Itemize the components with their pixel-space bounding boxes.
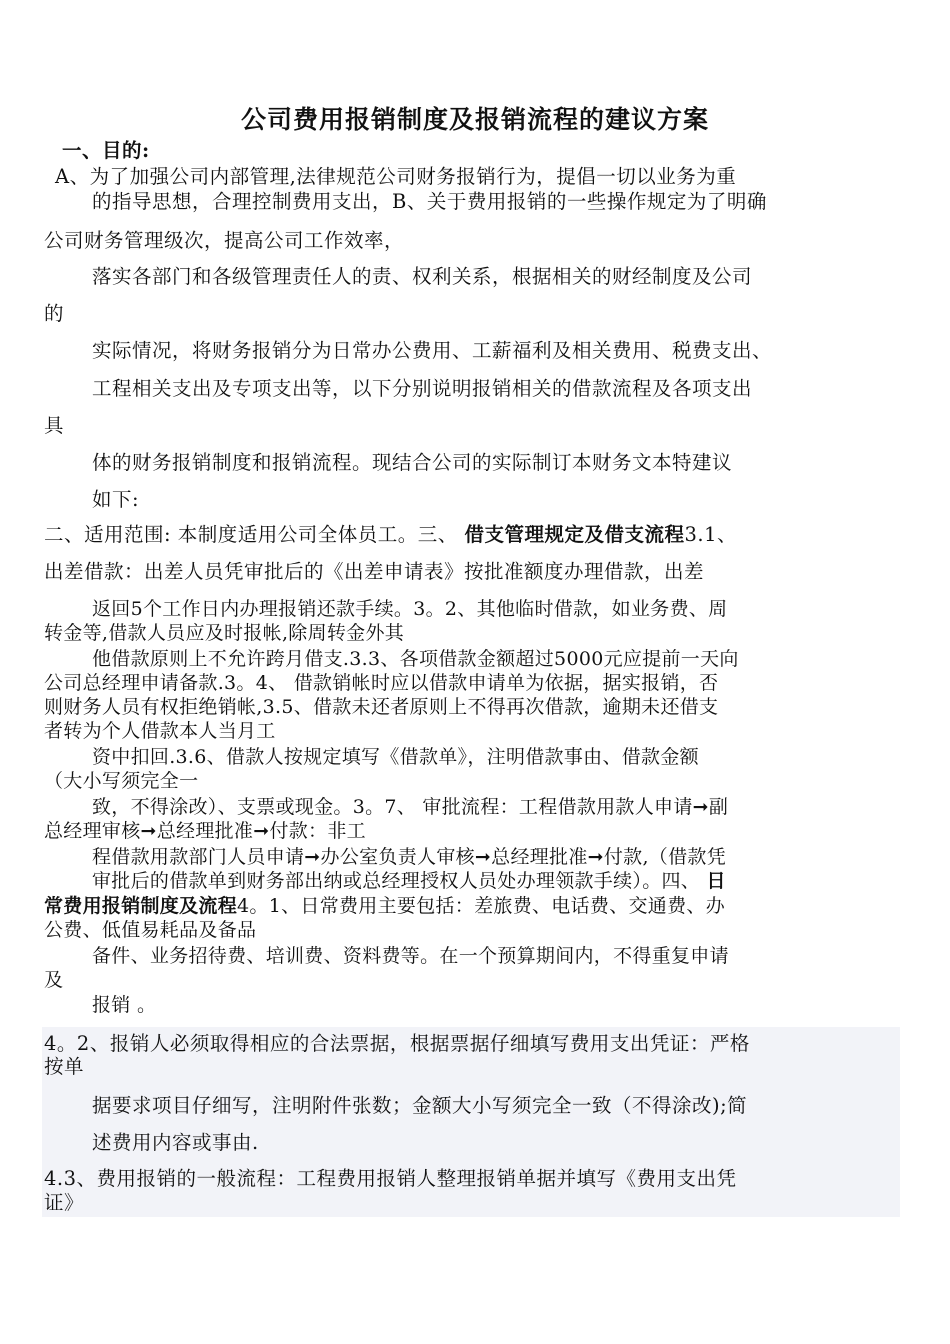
text-line: 据要求项目仔细写，注明附件张数；金额大小写须完全一致（不得涂改);简	[92, 1094, 748, 1117]
text-line: 落实各部门和各级管理责任人的责、权利关系，根据相关的财经制度及公司	[92, 265, 753, 288]
text-line: 他借款原则上不允许跨月借支.3.3、各项借款金额超过5000元应提前一天向	[92, 648, 739, 670]
text-line: 资中扣回.3.6、借款人按规定填写《借款单》，注明借款事由、借款金额	[92, 746, 699, 768]
page-title: 公司费用报销制度及报销流程的建议方案	[240, 105, 709, 134]
text-line: 的	[44, 302, 65, 325]
text-line: 公司总经理申请备款.3。4、 借款销帐时应以借款申请单为依据，据实报销，否	[44, 672, 719, 694]
approval-text: 审批后的借款单到财务部出纳或总经理授权人员处办理领款手续）。四、	[92, 870, 707, 892]
text-line: 证》	[44, 1191, 85, 1214]
text-line: 及	[44, 969, 64, 991]
text-line-daily-cont	[44, 895, 725, 918]
text-line-scope	[44, 522, 737, 548]
section-heading-daily-a: 日	[706, 870, 726, 892]
text-line: 出差借款：出差人员凭审批后的《出差申请表》按批准额度办理借款，出差	[44, 560, 705, 583]
text-line: 按单	[44, 1055, 85, 1078]
clause-number: 3.1、	[684, 523, 737, 546]
scope-text: 二、适用范围: 本制度适用公司全体员工。三、	[44, 523, 465, 546]
text-line: 备件、业务招待费、培训费、资料费等。在一个预算期间内，不得重复申请	[92, 945, 729, 967]
text-line: （大小写须完全一	[44, 770, 199, 792]
text-line: 则财务人员有权拒绝销帐,3.5、借款未还者原则上不得再次借款，逾期未还借支	[44, 696, 719, 718]
text-line: 公司财务管理级次，提高公司工作效率，	[44, 229, 405, 252]
section-heading-purpose: 一、目的:	[62, 139, 150, 162]
daily-text: 4。1、日常费用主要包括：差旅费、电话费、交通费、办	[237, 895, 725, 917]
text-line: A、为了加强公司内部管理,法律规范公司财务报销行为，提倡一切以业务为重	[55, 165, 737, 188]
text-line: 程借款用款部门人员申请➞办公室负责人审核➞总经理批准➞付款,（借款凭	[92, 846, 727, 868]
text-line: 实际情况，将财务报销分为日常办公费用、工薪福利及相关费用、税费支出、	[92, 339, 773, 362]
text-line: 返回5个工作日内办理报销还款手续。3。2、其他临时借款，如业务费、周	[92, 598, 728, 620]
text-line: 公费、低值易耗品及备品	[44, 919, 257, 941]
text-line: 者转为个人借款本人当月工	[44, 720, 276, 742]
text-line: 致，不得涂改）、支票或现金。3。7、 审批流程：工程借款用款人申请➞副	[92, 796, 729, 818]
text-line: 如下:	[92, 488, 140, 511]
section-heading-daily-b: 常费用报销制度及流程	[44, 895, 238, 917]
text-line: 报销 。	[92, 994, 157, 1016]
text-line: 转金等,借款人员应及时报帐,除周转金外其	[44, 622, 405, 644]
text-line: 4.3、费用报销的一般流程：工程费用报销人整理报销单据并填写《费用支出凭	[44, 1167, 737, 1190]
text-line: 体的财务报销制度和报销流程。现结合公司的实际制订本财务文本特建议	[92, 451, 733, 474]
text-line: 述费用内容或事由.	[92, 1131, 259, 1154]
text-line: 总经理审核➞总经理批准➞付款：非工	[44, 820, 366, 842]
text-line: 具	[44, 414, 65, 437]
text-line: 的指导思想，合理控制费用支出，B、关于费用报销的一些操作规定为了明确	[92, 190, 767, 213]
text-line-daily	[92, 870, 726, 893]
section-heading-borrowing: 借支管理规定及借支流程	[464, 523, 685, 546]
text-line: 4。2、报销人必须取得相应的合法票据，根据票据仔细填写费用支出凭证：严格	[44, 1032, 750, 1055]
text-line: 工程相关支出及专项支出等，以下分别说明报销相关的借款流程及各项支出	[92, 377, 753, 400]
